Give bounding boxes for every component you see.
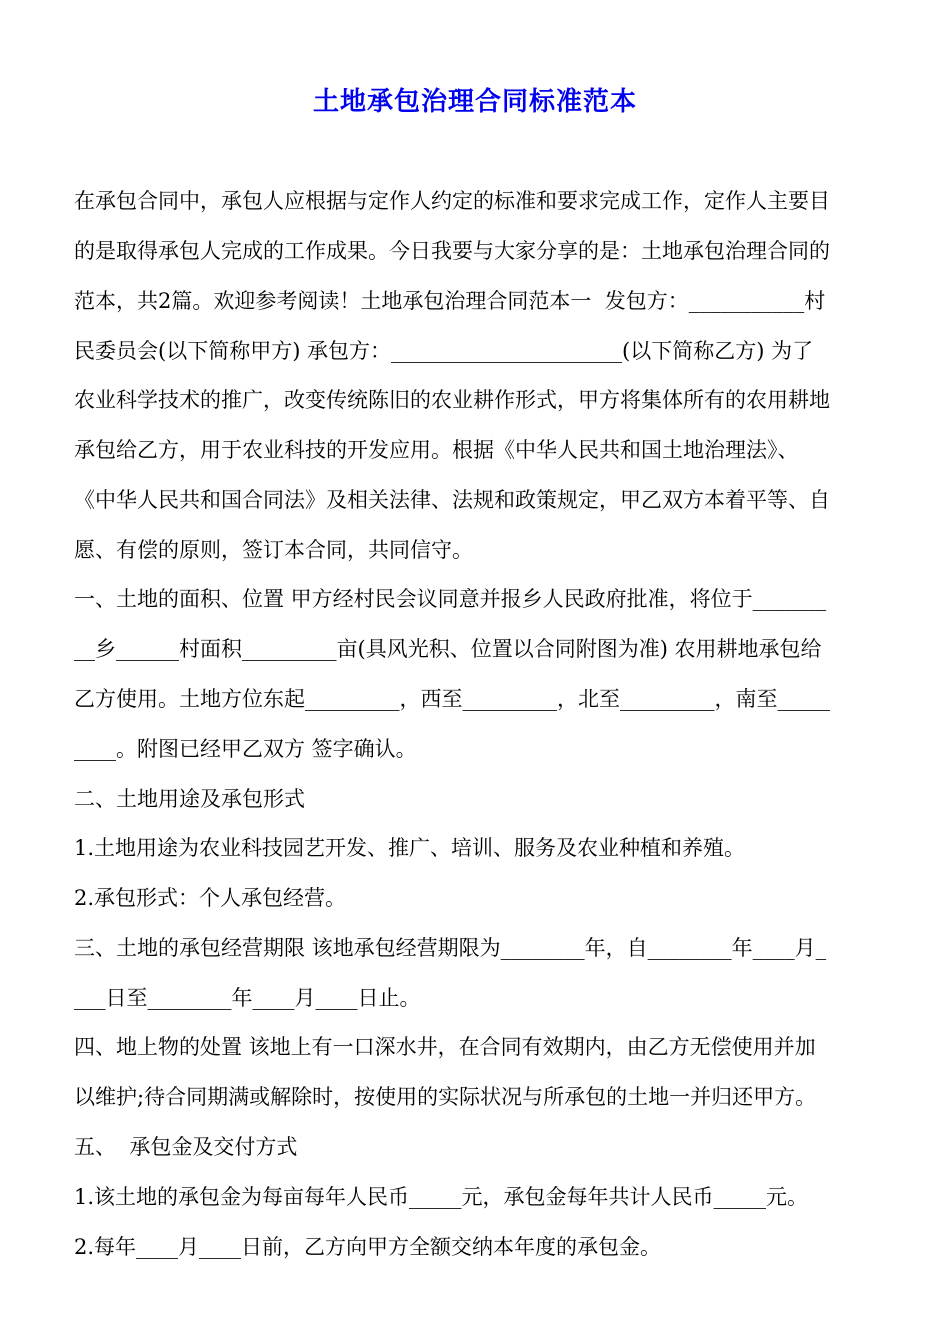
text-line: 乙方使用。土地方位东起_________，西至_________，北至_________，南至_____ — [74, 687, 830, 711]
text-line: __乡______村面积_________亩(具风光积、位置以合同附图为准) 农用耕地承包给 — [74, 637, 822, 661]
text-line: 以维护;待合同期满或解除时，按使用的实际状况与所承包的土地一并归还甲方。 — [74, 1085, 817, 1109]
text-line: 1.该土地的承包金为每亩每年人民币_____元，承包金每年共计人民币_____元。 — [74, 1185, 809, 1209]
text-line: 五、 承包金及交付方式 — [74, 1135, 298, 1159]
text-line: 1.土地用途为农业科技园艺开发、推广、培训、服务及农业种植和养殖。 — [74, 836, 746, 860]
text-line: 在承包合同中，承包人应根据与定作人约定的标准和要求完成工作，定作人主要目 — [74, 189, 830, 213]
text-line: 《中华人民共和国合同法》及相关法律、法规和政策规定，甲乙双方本着平等、自 — [74, 488, 830, 512]
text-line: 民委员会(以下简称甲方) 承包方：______________________(以下简称乙方) 为了 — [74, 339, 814, 363]
text-line: 2.每年____月____日前，乙方向甲方全额交纳本年度的承包金。 — [74, 1235, 662, 1259]
text-line: 愿、有偿的原则，签订本合同，共同信守。 — [74, 538, 473, 562]
text-line: 范本，共2篇。欢迎参考阅读！土地承包治理合同范本一 发包方：___________村 — [74, 289, 826, 313]
text-line: 二、土地用途及承包形式 — [74, 787, 305, 811]
text-line: 承包给乙方，用于农业科技的开发应用。根据《中华人民共和国土地治理法》、 — [74, 438, 799, 462]
text-line: 四、地上物的处置 该地上有一口深水井，在合同有效期内，由乙方无偿使用并加 — [74, 1035, 816, 1059]
text-line: ____。附图已经甲乙双方 签字确认。 — [74, 737, 417, 761]
text-line: 农业科学技术的推广，改变传统陈旧的农业耕作形式，甲方将集体所有的农用耕地 — [74, 388, 830, 412]
text-line: 三、土地的承包经营期限 该地承包经营期限为________年，自________年____月_ — [74, 936, 827, 960]
text-line: 的是取得承包人完成的工作成果。今日我要与大家分享的是：土地承包治理合同的 — [74, 239, 830, 263]
text-line: ___日至________年____月____日止。 — [74, 986, 421, 1010]
text-line: 一、土地的面积、位置 甲方经村民会议同意并报乡人民政府批准，将位于_______ — [74, 587, 827, 611]
text-line: 2.承包形式：个人承包经营。 — [74, 886, 347, 910]
document-title: 土地承包治理合同标准范本 — [312, 87, 637, 117]
